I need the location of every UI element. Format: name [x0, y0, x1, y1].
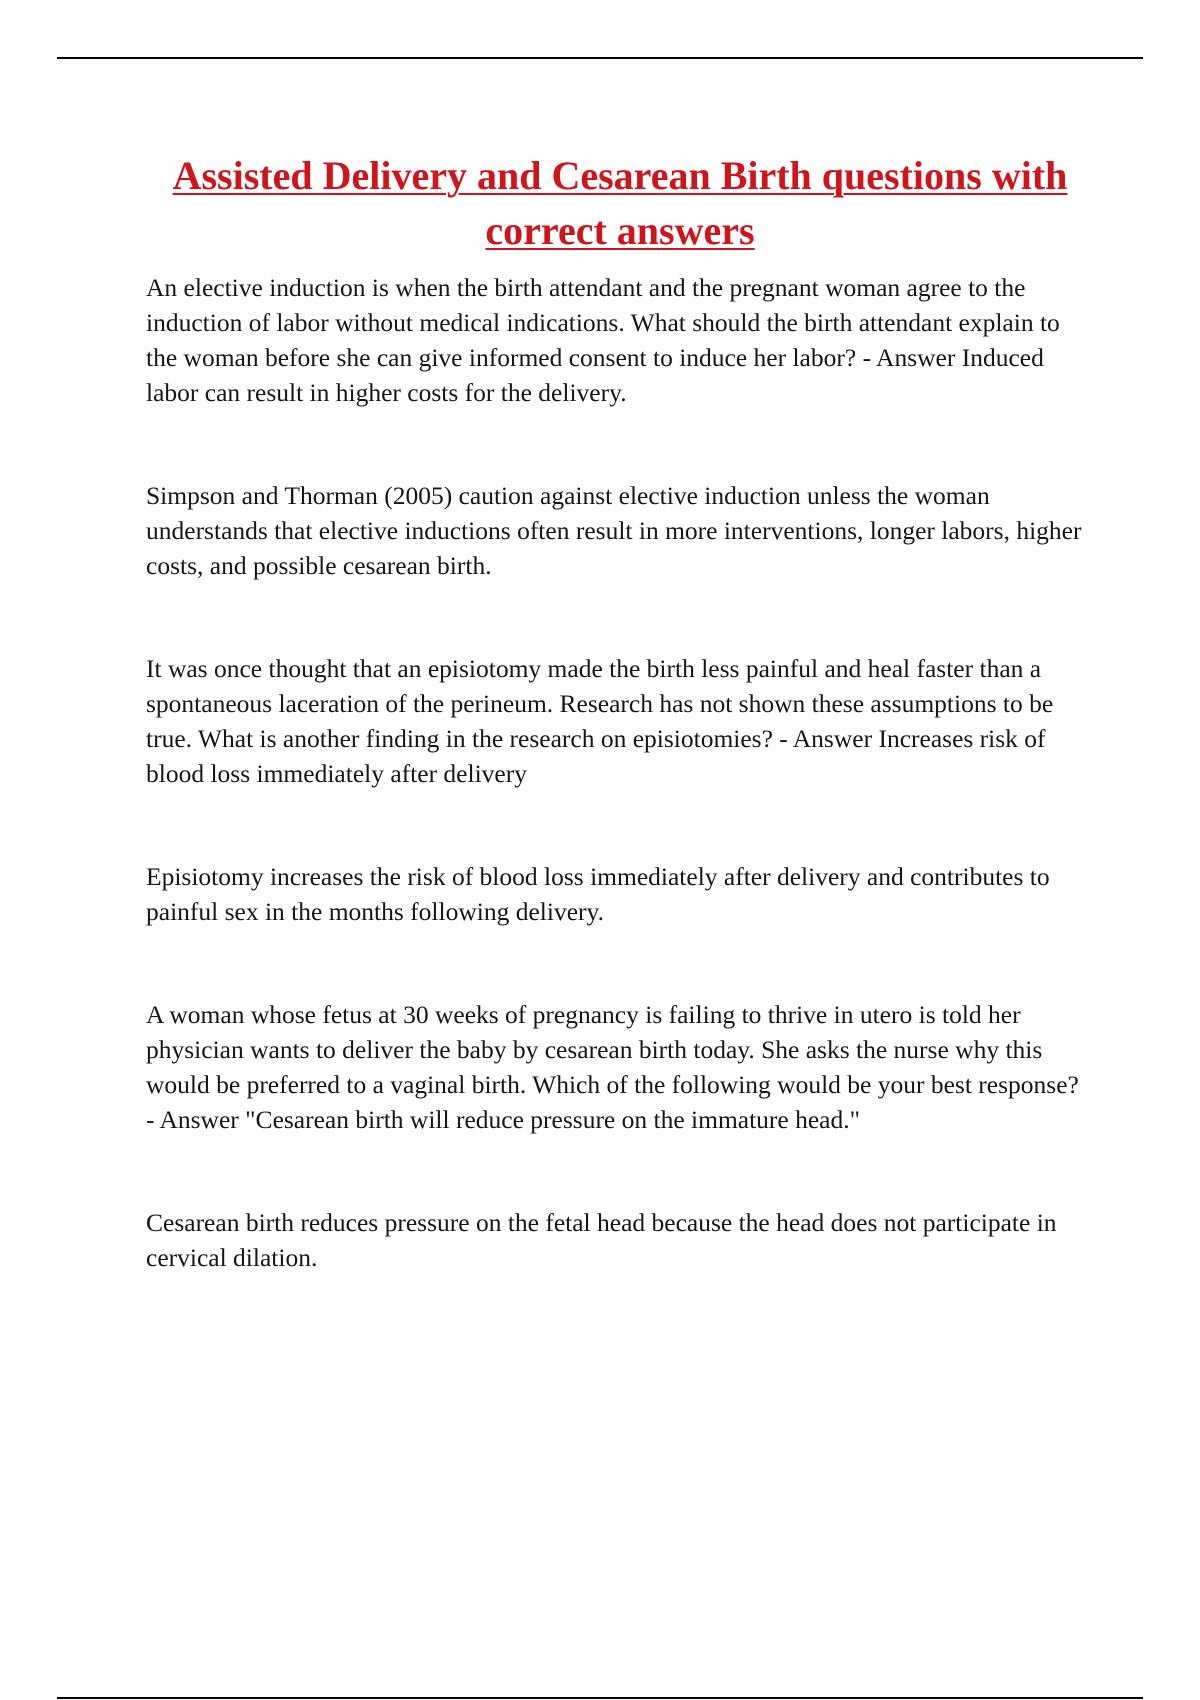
page-title: Assisted Delivery and Cesarean Birth questions with correct answers — [172, 153, 1068, 253]
paragraph-question-2: It was once thought that an episiotomy made the birth less painful and heal faster than a spontaneous laceration of the perineum. Research has not shown these assumptions to be true. What is another finding in the research on episiotomies? - Answer Increases risk of blood loss immediately after delivery — [146, 654, 1054, 788]
bottom-rule — [57, 1697, 1143, 1699]
top-rule — [57, 57, 1143, 59]
document-body — [146, 270, 1086, 1275]
paragraph-rationale-1: Simpson and Thorman (2005) caution against elective induction unless the woman understands that elective inductions often result in more interventions, longer labors, higher costs, and possible cesarean birth. — [146, 481, 1082, 580]
paragraph-rationale-2: Episiotomy increases the risk of blood loss immediately after delivery and contributes to painful sex in the months following delivery. — [146, 862, 1050, 926]
paragraph-rationale-3: Cesarean birth reduces pressure on the fetal head because the head does not participate in cervical dilation. — [146, 1208, 1057, 1272]
paragraph-question-3: A woman whose fetus at 30 weeks of pregnancy is failing to thrive in utero is told her physician wants to deliver the baby by cesarean birth today. She asks the nurse why this would be preferred to a vaginal birth. Which of the following would be your best response? - Answer "Cesarean birth will reduce pressure on the immature head." — [146, 1000, 1079, 1134]
paragraph-question-1: An elective induction is when the birth attendant and the pregnant woman agree to the induction of labor without medical indications. What should the birth attendant explain to the woman before she can give informed consent to induce her labor? - Answer Induced labor can result in higher costs for the delivery. — [146, 273, 1060, 407]
